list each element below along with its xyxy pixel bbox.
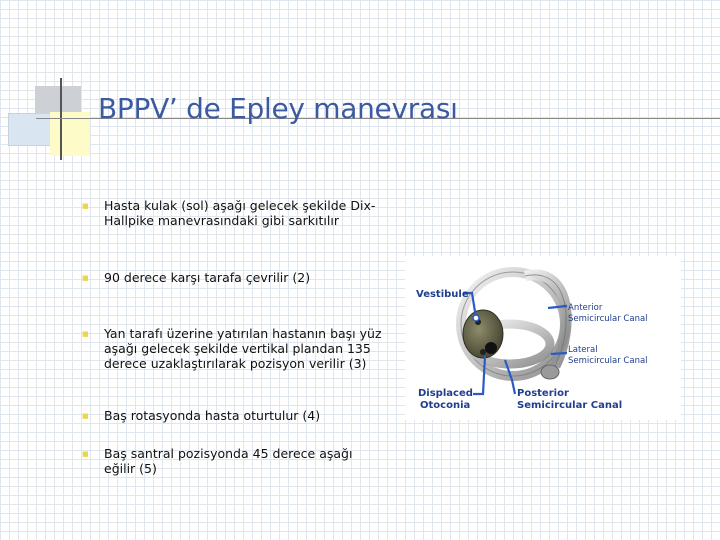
bullet-marker-icon: ■: [82, 274, 89, 282]
leader-lateral: [551, 353, 567, 354]
otoconia-dot: [480, 349, 486, 355]
label-displaced-line1: Displaced: [418, 388, 473, 399]
slide-title: BPPV’ de Epley manevrası: [98, 92, 458, 125]
label-posterior-line2: Semicircular Canal: [517, 400, 623, 411]
inner-ear-illustration: [405, 256, 681, 420]
bullet-marker-icon: ■: [82, 330, 89, 338]
bullet-text: Baş santral pozisyonda 45 derece aşağı eğilir (5): [104, 446, 353, 476]
semicircular-canal-figure: [405, 256, 681, 420]
bullet-marker-icon: ■: [82, 450, 89, 458]
bullet-item: [82, 446, 382, 476]
label-anterior-line2: Semicircular Canal: [568, 314, 648, 324]
bullet-marker-icon: ■: [82, 412, 89, 420]
bullet-marker-icon: ■: [82, 202, 89, 210]
leader-dot: [473, 315, 479, 321]
otoconia-dot: [485, 342, 497, 354]
bullet-item: [82, 326, 382, 371]
bullet-text: Baş rotasyonda hasta oturtulur (4): [104, 408, 321, 423]
label-lateral-line1: Lateral: [568, 345, 598, 355]
bullet-item: [82, 198, 382, 228]
label-posterior-line1: Posterior: [517, 388, 569, 399]
label-lateral-line2: Semicircular Canal: [568, 356, 648, 366]
bullet-item: [82, 270, 382, 286]
bullet-text: Hasta kulak (sol) aşağı gelecek şekilde Dix-Hallpike manevrasındaki gibi sarkıtılır: [104, 198, 376, 228]
label-vestibule: Vestibule: [416, 289, 469, 300]
label-displaced-line2: Otoconia: [420, 400, 471, 411]
bullet-text: 90 derece karşı tarafa çevrilir (2): [104, 270, 311, 285]
bullet-text: Yan tarafı üzerine yatırılan hastanın başı yüz aşağı gelecek şekilde vertikal plandan 135 derece uzaklaştırılarak pozisyon verilir (3): [104, 326, 382, 371]
bullet-item: [82, 408, 382, 424]
label-anterior-line1: Anterior: [568, 303, 603, 313]
ampulla: [541, 365, 559, 379]
decor-vertical-line: [60, 78, 62, 160]
